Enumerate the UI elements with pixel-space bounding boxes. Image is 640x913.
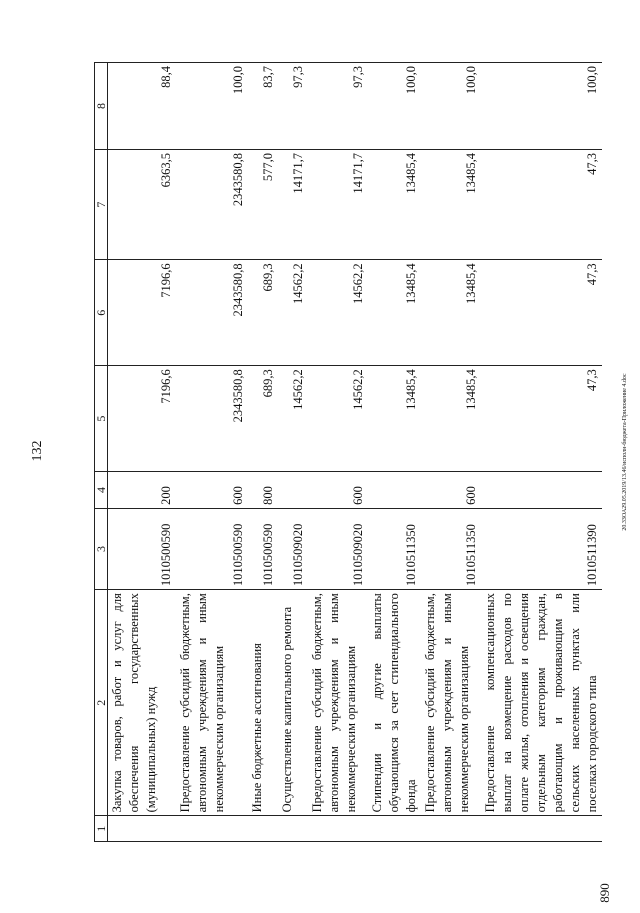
cell-value-6: 13485,4: [368, 260, 421, 366]
cell-expense-type: [481, 472, 602, 509]
table-row: [481, 63, 602, 842]
cell-value-6: 14562,2: [308, 260, 368, 366]
cell-target-code: 1010500590: [176, 508, 248, 589]
table-row: [421, 63, 481, 842]
cell-col-1: [368, 816, 421, 842]
cell-percent: 100,0: [368, 63, 421, 150]
cell-col-1: [421, 816, 481, 842]
cell-value-7: 2343580,8: [176, 150, 248, 260]
cell-target-code: 1010511350: [368, 508, 421, 589]
table-row: [248, 63, 278, 842]
cell-percent: 83,7: [248, 63, 278, 150]
cell-expense-type: [368, 472, 421, 509]
cell-description: Предоставление субсидий бюджетным, автономным учреждениям и иным некоммерческим организациям: [421, 590, 481, 816]
cell-description: Иные бюджетные ассигнования: [248, 590, 278, 816]
cell-value-7: 6363,5: [108, 150, 177, 260]
cell-description: Предоставление субсидий бюджетным, автономным учреждениям и иным некоммерческим организациям: [308, 590, 368, 816]
cell-target-code: 1010509020: [308, 508, 368, 589]
cell-value-5: 2343580,8: [176, 366, 248, 472]
cell-percent: 97,3: [308, 63, 368, 150]
cell-value-5: 14562,2: [308, 366, 368, 472]
cell-col-1: [108, 816, 177, 842]
cell-value-6: 47,3: [481, 260, 602, 366]
cell-value-5: 689,3: [248, 366, 278, 472]
header-col-8: 8: [95, 63, 108, 150]
cell-percent: 100,0: [421, 63, 481, 150]
cell-percent: 88,4: [108, 63, 177, 150]
header-col-5: 5: [95, 366, 108, 472]
cell-target-code: 1010500590: [248, 508, 278, 589]
cell-expense-type: 600: [421, 472, 481, 509]
table-header-row: [95, 63, 108, 842]
cell-value-7: 14171,7: [278, 150, 308, 260]
cell-value-6: 14562,2: [278, 260, 308, 366]
cell-value-6: 689,3: [248, 260, 278, 366]
cell-value-7: 14171,7: [308, 150, 368, 260]
header-col-6: 6: [95, 260, 108, 366]
cell-description: Предоставление субсидий бюджетным, автономным учреждениям и иным некоммерческим организациям: [176, 590, 248, 816]
cell-expense-type: 600: [176, 472, 248, 509]
cell-value-5: 14562,2: [278, 366, 308, 472]
table-row: [278, 63, 308, 842]
header-col-2: 2: [95, 590, 108, 816]
cell-col-1: [176, 816, 248, 842]
cell-expense-type: 600: [308, 472, 368, 509]
cell-percent: 100,0: [481, 63, 602, 150]
cell-expense-type: 800: [248, 472, 278, 509]
page-number: 132: [30, 440, 45, 462]
cell-expense-type: 200: [108, 472, 177, 509]
cell-col-1: [278, 816, 308, 842]
footer-file-path: 20.3ЗОА29.05.2019/13.46/исполн-бюджета-Приложение 4.doc: [622, 373, 628, 531]
cell-value-6: 7196,6: [108, 260, 177, 366]
budget-table-wrapper: [94, 66, 640, 842]
cell-description: Стипендии и другие выплаты обучающимся за счет стипендиального фонда: [368, 590, 421, 816]
header-col-7: 7: [95, 150, 108, 260]
cell-value-5: 13485,4: [368, 366, 421, 472]
cell-value-7: 13485,4: [421, 150, 481, 260]
cell-target-code: 1010511350: [421, 508, 481, 589]
cell-value-7: 47,3: [481, 150, 602, 260]
header-col-4: 4: [95, 472, 108, 509]
cell-description: Предоставление компенсационных выплат на возмещение расходов по оплате жилья, отопления и освещения отдельным категориям граждан, работающим и проживающим в сельских населенных пунктах или поселках городского типа: [481, 590, 602, 816]
cell-value-6: 13485,4: [421, 260, 481, 366]
header-col-1: 1: [95, 816, 108, 842]
table-row: [176, 63, 248, 842]
cell-col-1: [248, 816, 278, 842]
cell-col-1: [308, 816, 368, 842]
cell-value-6: 2343580,8: [176, 260, 248, 366]
cell-value-7: 13485,4: [368, 150, 421, 260]
table-row: [368, 63, 421, 842]
budget-table: [94, 62, 602, 842]
cell-percent: 97,3: [278, 63, 308, 150]
cell-target-code: 1010500590: [108, 508, 177, 589]
cell-value-5: 7196,6: [108, 366, 177, 472]
header-col-3: 3: [95, 508, 108, 589]
cell-value-5: 47,3: [481, 366, 602, 472]
cell-target-code: 1010511390: [481, 508, 602, 589]
cell-value-7: 577,0: [248, 150, 278, 260]
cell-description: Осуществление капитального ремонта: [278, 590, 308, 816]
table-row: [308, 63, 368, 842]
cell-target-code: 1010509020: [278, 508, 308, 589]
cell-percent: 100,0: [176, 63, 248, 150]
cell-value-5: 13485,4: [421, 366, 481, 472]
cell-col-1: [481, 816, 602, 842]
cell-description: Закупка товаров, работ и услуг для обеспечения государственных (муниципальных) нужд: [108, 590, 177, 816]
table-row: [108, 63, 177, 842]
page-number-bottom: 890: [597, 883, 612, 903]
cell-expense-type: [278, 472, 308, 509]
